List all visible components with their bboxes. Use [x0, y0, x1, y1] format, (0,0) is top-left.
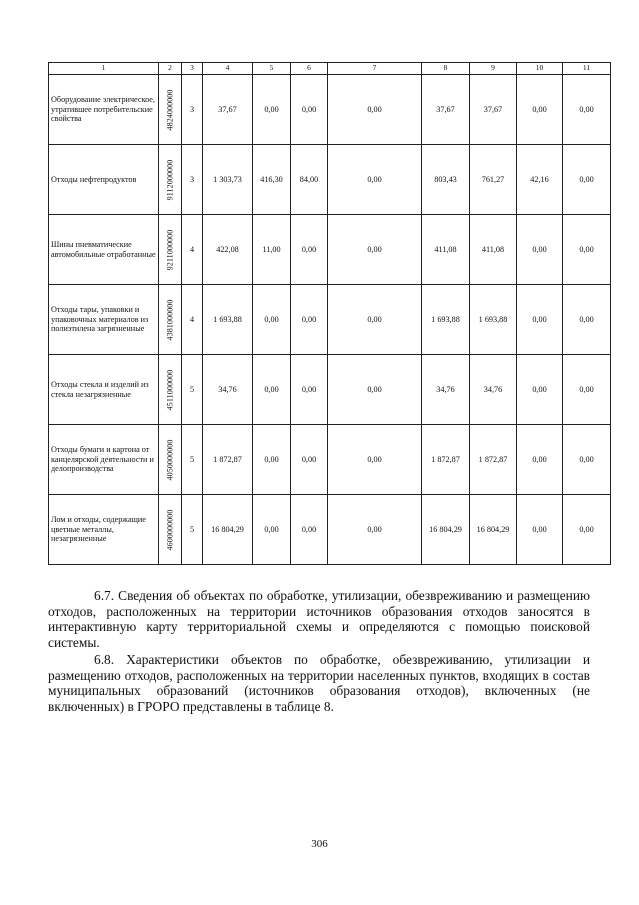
value-cell: 1 693,88 [470, 285, 517, 355]
value-cell: 0,00 [328, 75, 422, 145]
fkko-code-text: 4381000000 [165, 299, 175, 340]
value-cell: 11,00 [253, 215, 291, 285]
table-row [49, 215, 611, 285]
value-cell: 411,08 [422, 215, 470, 285]
value-cell: 0,00 [253, 75, 291, 145]
value-cell: 0,00 [253, 425, 291, 495]
fkko-code-cell [159, 495, 182, 565]
fkko-code-text: 4824000000 [165, 89, 175, 130]
table-row [49, 425, 611, 495]
col-header: 3 [182, 63, 203, 75]
value-cell: 0,00 [253, 285, 291, 355]
value-cell: 34,76 [422, 355, 470, 425]
fkko-code-text: 4050000000 [165, 439, 175, 480]
value-cell: 0,00 [517, 355, 563, 425]
value-cell: 0,00 [517, 425, 563, 495]
fkko-code-cell [159, 285, 182, 355]
value-cell: 0,00 [291, 75, 328, 145]
value-cell: 0,00 [563, 75, 611, 145]
value-cell: 0,00 [563, 145, 611, 215]
fkko-code-text: 4600000000 [165, 509, 175, 550]
waste-name-cell: Оборудование электрическое, утратившее потребительские свойства [49, 75, 159, 145]
hazard-class-cell: 5 [182, 495, 203, 565]
col-header: 2 [159, 63, 182, 75]
paragraph-6-7: 6.7. Сведения об объектах по обработке, утилизации, обезвреживанию и размещению отходов, расположенных на территории источников образования отходов заносятся в интерактивную карту территориальной схемы и определяются с помощью поисковой системы. [48, 588, 590, 650]
value-cell: 0,00 [328, 215, 422, 285]
value-cell: 0,00 [563, 215, 611, 285]
fkko-code-text: 9211000000 [165, 229, 175, 270]
value-cell: 0,00 [517, 495, 563, 565]
table-row [49, 355, 611, 425]
waste-name-cell: Отходы бумаги и картона от канцелярской деятельности и делопроизводства [49, 425, 159, 495]
col-header: 5 [253, 63, 291, 75]
table-row [49, 285, 611, 355]
value-cell: 1 872,87 [422, 425, 470, 495]
waste-table-container [48, 62, 610, 565]
value-cell: 0,00 [563, 285, 611, 355]
value-cell: 0,00 [563, 425, 611, 495]
fkko-code-cell [159, 145, 182, 215]
value-cell: 0,00 [517, 215, 563, 285]
value-cell: 0,00 [563, 495, 611, 565]
value-cell: 0,00 [517, 75, 563, 145]
fkko-code-text: 9112000000 [165, 159, 175, 200]
value-cell: 1 872,87 [470, 425, 517, 495]
value-cell: 1 872,87 [203, 425, 253, 495]
waste-name-cell: Лом и отходы, содержащие цветные металлы, незагрязненные [49, 495, 159, 565]
table-row [49, 75, 611, 145]
value-cell: 0,00 [563, 355, 611, 425]
col-header: 11 [563, 63, 611, 75]
value-cell: 34,76 [470, 355, 517, 425]
col-header: 1 [49, 63, 159, 75]
value-cell: 1 693,88 [203, 285, 253, 355]
value-cell: 0,00 [291, 215, 328, 285]
col-header: 10 [517, 63, 563, 75]
value-cell: 0,00 [328, 285, 422, 355]
value-cell: 34,76 [203, 355, 253, 425]
value-cell: 0,00 [328, 495, 422, 565]
value-cell: 761,27 [470, 145, 517, 215]
waste-name-cell: Отходы тары, упаковки и упаковочных материалов из полиэтилена загрязненные [49, 285, 159, 355]
fkko-code-cell [159, 75, 182, 145]
table-row [49, 145, 611, 215]
fkko-code-cell [159, 355, 182, 425]
waste-name-cell: Шины пневматические автомобильные отработанные [49, 215, 159, 285]
hazard-class-cell: 5 [182, 425, 203, 495]
value-cell: 16 804,29 [470, 495, 517, 565]
value-cell: 0,00 [291, 495, 328, 565]
value-cell: 1 693,88 [422, 285, 470, 355]
paragraph-6-8: 6.8. Характеристики объектов по обработке, обезвреживанию, утилизации и размещению отходов, расположенных на территории населенных пунктов, входящих в состав муниципальных образований (источников образования отходов), включенных (не включенных) в ГРОРО представлены в таблице 8. [48, 652, 590, 714]
value-cell: 0,00 [291, 285, 328, 355]
value-cell: 0,00 [253, 355, 291, 425]
value-cell: 37,67 [203, 75, 253, 145]
fkko-code-cell [159, 215, 182, 285]
value-cell: 16 804,29 [422, 495, 470, 565]
value-cell: 37,67 [470, 75, 517, 145]
value-cell: 0,00 [291, 425, 328, 495]
fkko-code-text: 4511000000 [165, 369, 175, 410]
table-row [49, 495, 611, 565]
col-header: 7 [328, 63, 422, 75]
value-cell: 416,30 [253, 145, 291, 215]
waste-table [48, 62, 611, 565]
waste-name-cell: Отходы стекла и изделий из стекла незагрязненные [49, 355, 159, 425]
page-number: 306 [311, 838, 328, 850]
value-cell: 803,43 [422, 145, 470, 215]
hazard-class-cell: 4 [182, 215, 203, 285]
hazard-class-cell: 3 [182, 75, 203, 145]
fkko-code-cell [159, 425, 182, 495]
value-cell: 84,00 [291, 145, 328, 215]
value-cell: 16 804,29 [203, 495, 253, 565]
value-cell: 0,00 [253, 495, 291, 565]
value-cell: 0,00 [517, 285, 563, 355]
value-cell: 422,08 [203, 215, 253, 285]
value-cell: 0,00 [328, 145, 422, 215]
value-cell: 411,08 [470, 215, 517, 285]
value-cell: 0,00 [328, 355, 422, 425]
value-cell: 37,67 [422, 75, 470, 145]
value-cell: 42,16 [517, 145, 563, 215]
hazard-class-cell: 5 [182, 355, 203, 425]
hazard-class-cell: 3 [182, 145, 203, 215]
col-header: 4 [203, 63, 253, 75]
col-header: 8 [422, 63, 470, 75]
value-cell: 0,00 [291, 355, 328, 425]
hazard-class-cell: 4 [182, 285, 203, 355]
col-header: 9 [470, 63, 517, 75]
value-cell: 1 303,73 [203, 145, 253, 215]
table-header-row [49, 63, 611, 75]
col-header: 6 [291, 63, 328, 75]
waste-name-cell: Отходы нефтепродуктов [49, 145, 159, 215]
value-cell: 0,00 [328, 425, 422, 495]
